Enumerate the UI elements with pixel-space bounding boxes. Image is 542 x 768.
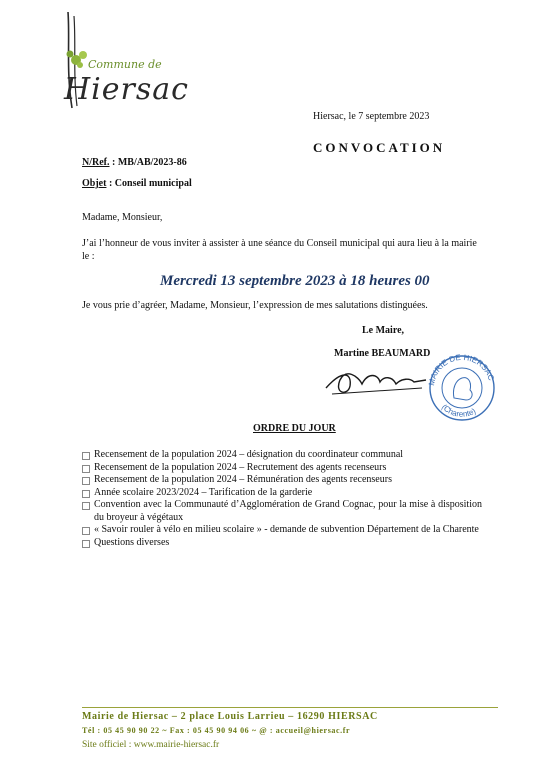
reference-value: : MB/AB/2023-86 [109, 157, 187, 168]
checkbox-icon [82, 490, 90, 498]
object-label: Objet [82, 178, 107, 189]
stamp-top-text: MAIRIE DE HIERSAC [427, 352, 496, 387]
agenda-item: Questions diverses [82, 537, 482, 550]
checkbox-icon [82, 465, 90, 473]
date-line: Hiersac, le 7 septembre 2023 [313, 111, 430, 122]
object-line [82, 178, 192, 189]
meeting-date: Mercredi 13 septembre 2023 à 18 heures 00 [160, 273, 430, 289]
stamp-inner-circle [442, 368, 482, 408]
salutation: Madame, Monsieur, [82, 212, 163, 223]
closing-formula: Je vous prie d’agréer, Madame, Monsieur, l’expression de mes salutations distinguées. [82, 300, 428, 311]
reference-label: N/Ref. [82, 157, 110, 168]
checkbox-icon [82, 477, 90, 485]
stamp-bottom-text: (Charente) [439, 402, 478, 419]
checkbox-icon [82, 540, 90, 548]
footer-address: Mairie de Hiersac – 2 place Louis Larrieu – 16290 HIERSAC [82, 711, 378, 722]
signatory-role: Le Maire, [362, 325, 405, 336]
signature-stamp-area [322, 350, 502, 430]
footer-website-link[interactable]: Site officiel : www.mairie-hiersac.fr [82, 740, 220, 750]
agenda-item: Convention avec la Communauté d’Agglomération de Grand Cognac, pour la mise à disposition du broyeur à végétaux [82, 499, 482, 524]
agenda-item: Recensement de la population 2024 – Recrutement des agents recenseurs [82, 462, 482, 475]
checkbox-icon [82, 502, 90, 510]
signatory-name: Martine BEAUMARD [334, 348, 431, 359]
agenda-item: Recensement de la population 2024 – Rémunération des agents recenseurs [82, 474, 482, 487]
logo-town-name: Hiersac [64, 72, 189, 107]
agenda-list [82, 449, 482, 549]
document-title: CONVOCATION [313, 140, 446, 155]
agenda-title: ORDRE DU JOUR [253, 423, 336, 434]
logo-commune-text: Commune de [88, 58, 162, 71]
agenda-item: Recensement de la population 2024 – désignation du coordinateur communal [82, 449, 482, 462]
invitation-paragraph: J’ai l’honneur de vous inviter à assister à une séance du Conseil municipal qui aura lieu à la mairie le : [82, 238, 477, 262]
object-value: : Conseil municipal [106, 178, 192, 189]
footer-contact: Tél : 05 45 90 90 22 ~ Fax : 05 45 90 94 06 ~ @ : accueil@hiersac.fr [82, 726, 351, 735]
commune-logo [46, 10, 189, 110]
handwritten-signature [322, 350, 502, 430]
reference-line [82, 157, 187, 168]
footer-divider [82, 707, 498, 708]
checkbox-icon [82, 527, 90, 535]
stamp-emblem [453, 378, 472, 400]
checkbox-icon [82, 452, 90, 460]
agenda-item: « Savoir rouler à vélo en milieu scolaire » - demande de subvention Département de la Charente [82, 524, 482, 537]
agenda-item: Année scolaire 2023/2024 – Tarification de la garderie [82, 487, 482, 500]
